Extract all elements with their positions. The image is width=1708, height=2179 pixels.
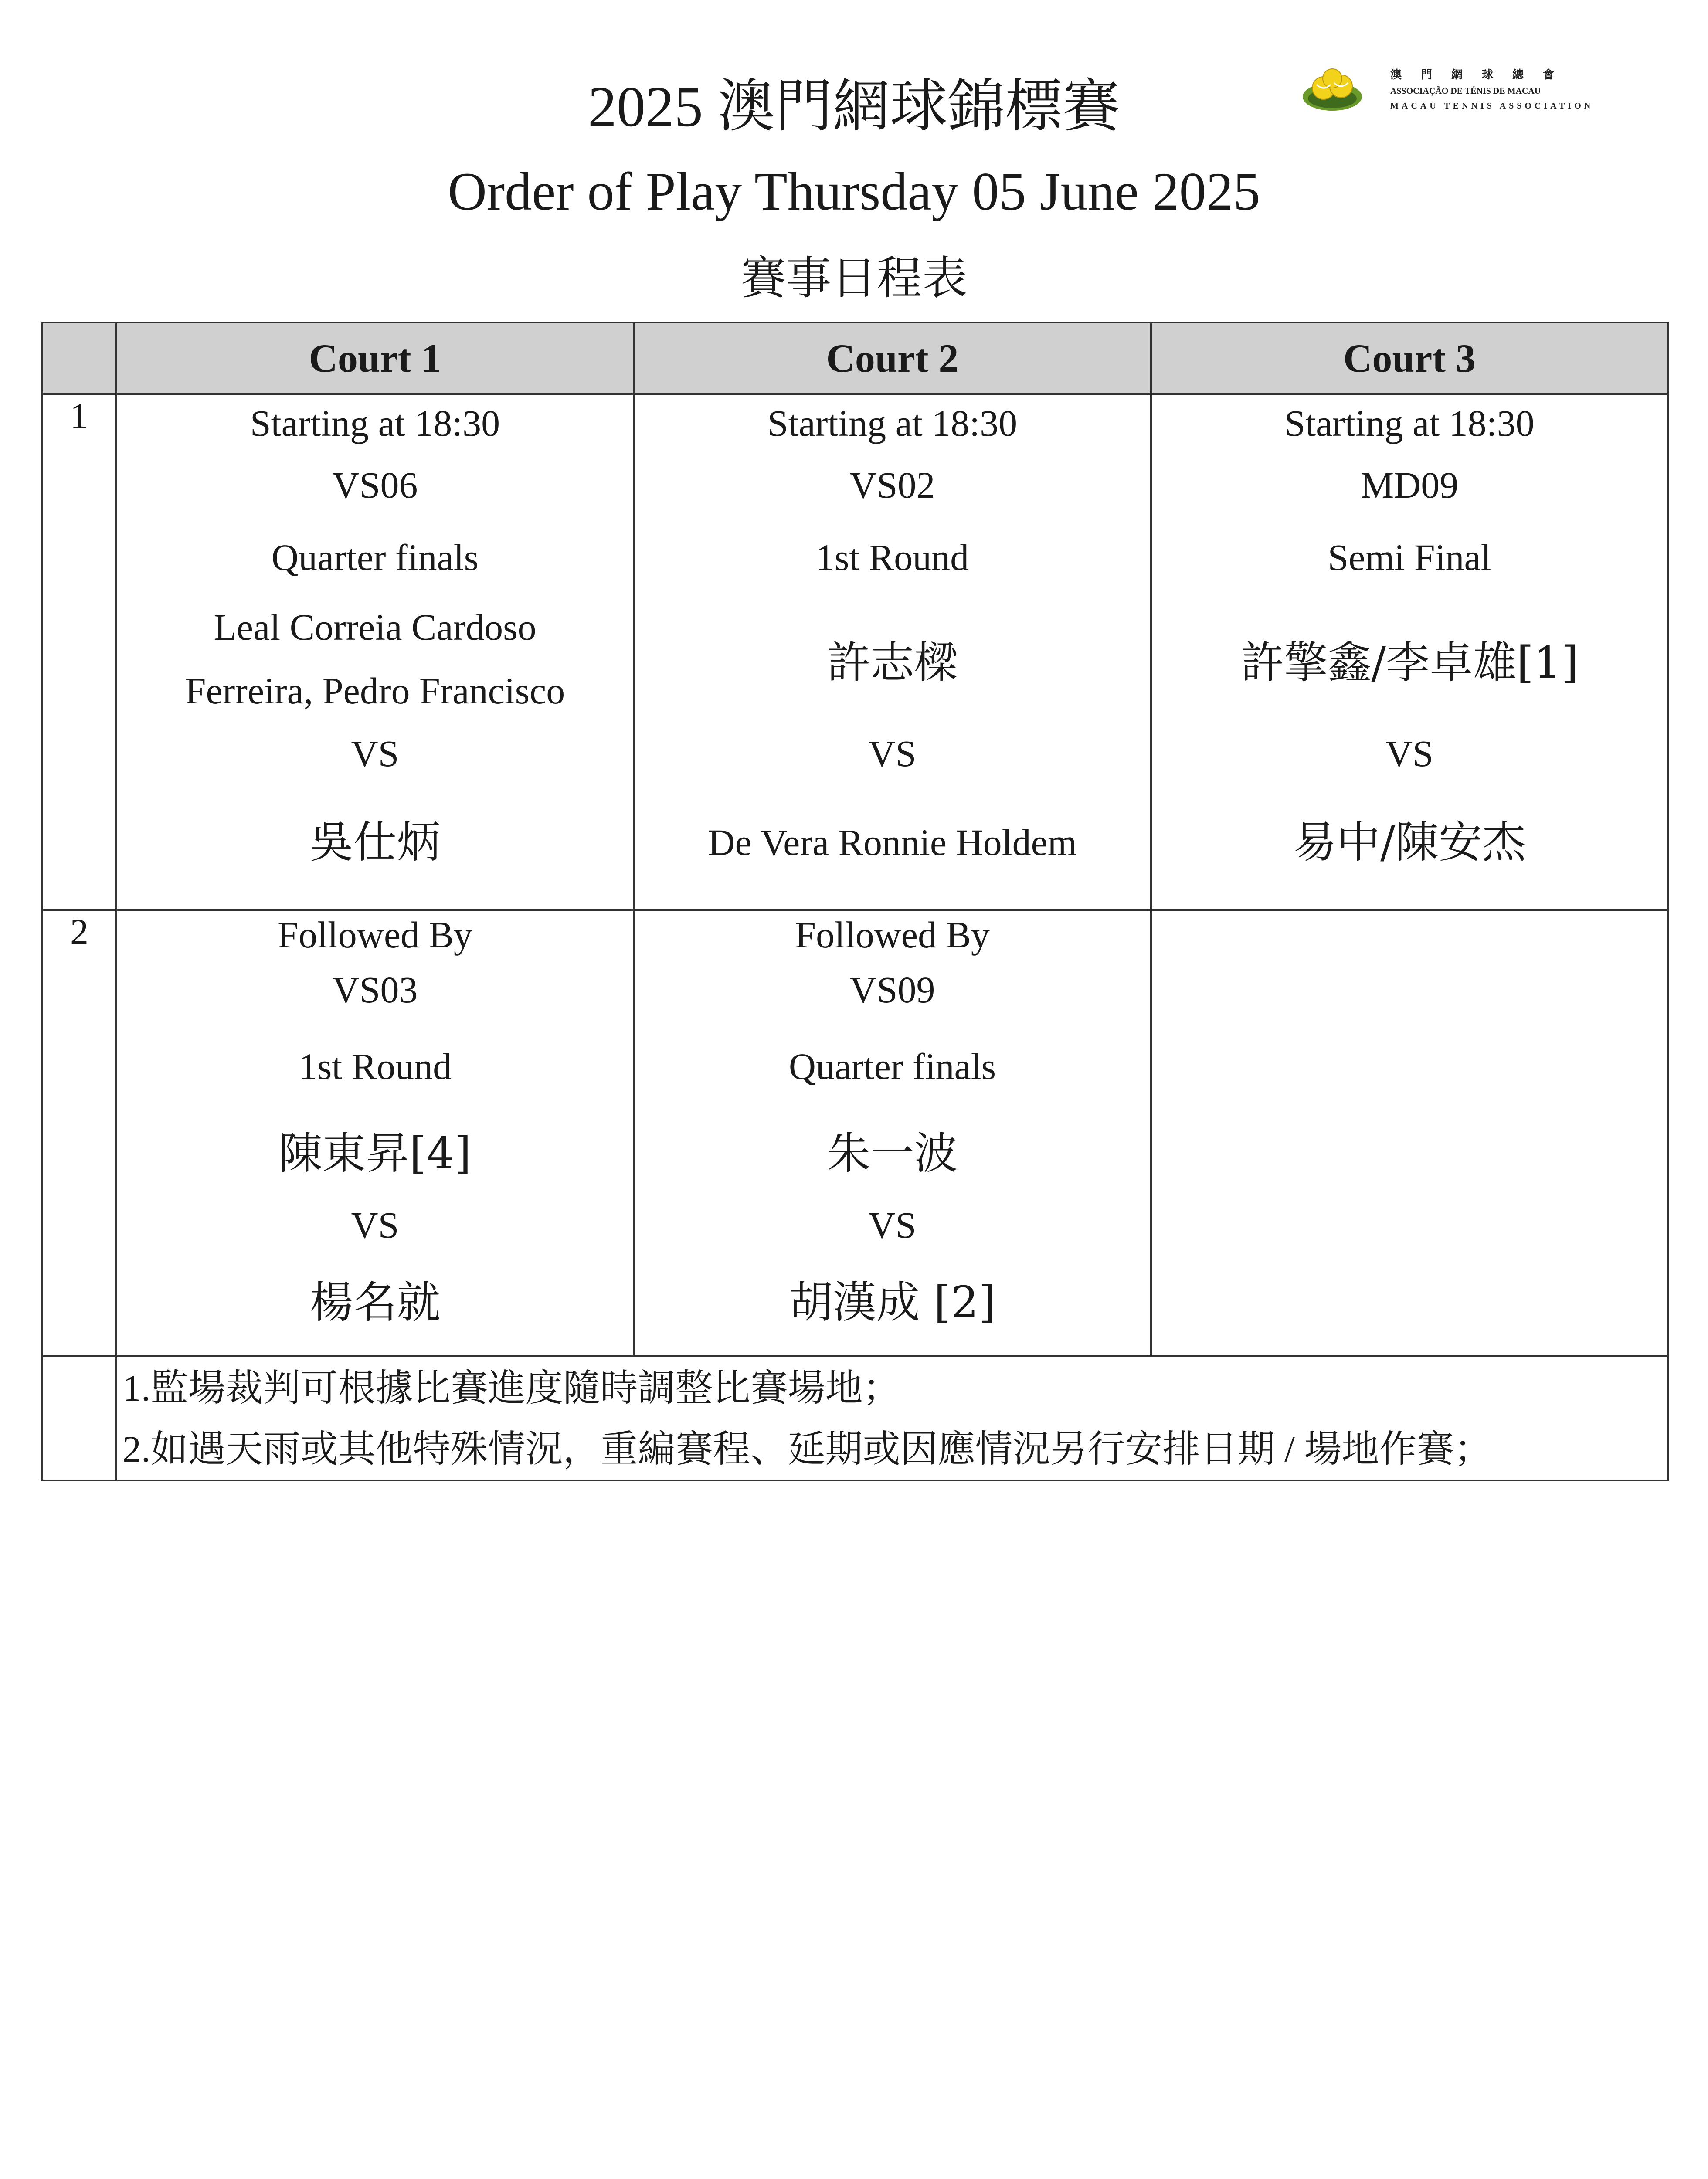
match-code: VS06 bbox=[332, 464, 418, 506]
player1: 朱一波 bbox=[827, 1128, 958, 1179]
match-round: Semi Final bbox=[1328, 536, 1491, 578]
logo-name-portuguese: ASSOCIAÇÃO DE TÉNIS DE MACAU bbox=[1390, 86, 1541, 96]
court-1-header: Court 1 bbox=[116, 322, 634, 394]
notes-blank-cell bbox=[42, 1356, 116, 1480]
match-code: MD09 bbox=[1360, 464, 1459, 506]
note-1: 1.監場裁判可根據比賽進度隨時調整比賽場地； bbox=[122, 1367, 900, 1409]
note-2: 2.如遇天雨或其他特殊情況，重編賽程、延期或因應情況另行安排日期 / 場地作賽； bbox=[122, 1428, 1492, 1470]
row-number: 2 bbox=[42, 910, 116, 1356]
match-time: Starting at 18:30 bbox=[767, 402, 1018, 444]
player2: 易中/陳安杰 bbox=[1293, 817, 1526, 868]
order-of-play-date: Order of Play Thursday 05 June 2025 bbox=[448, 162, 1260, 221]
match-round: 1st Round bbox=[298, 1045, 452, 1087]
vs-label: VS bbox=[351, 1204, 399, 1246]
notes-cell bbox=[116, 1356, 1668, 1480]
match-code: VS02 bbox=[849, 464, 935, 506]
association-logo bbox=[1301, 65, 1615, 118]
match-time: Followed By bbox=[795, 914, 990, 956]
table-row bbox=[42, 910, 1668, 1356]
vs-label: VS bbox=[868, 1204, 917, 1246]
match-time: Starting at 18:30 bbox=[250, 402, 500, 444]
match-cell bbox=[1151, 394, 1668, 910]
player1-line1: Leal Correia Cardoso bbox=[214, 606, 537, 648]
player2: 胡漢成 [2] bbox=[789, 1277, 996, 1328]
court-3-header: Court 3 bbox=[1151, 322, 1668, 394]
match-round: 1st Round bbox=[815, 536, 969, 578]
player2: 吳仕炳 bbox=[309, 817, 441, 868]
match-code: VS09 bbox=[849, 969, 935, 1011]
empty-match-cell bbox=[1151, 910, 1668, 1356]
vs-label: VS bbox=[1385, 733, 1433, 774]
table-row bbox=[42, 394, 1668, 910]
row-number: 1 bbox=[42, 394, 116, 910]
schedule-heading: 賽事日程表 bbox=[740, 254, 968, 304]
player1: 許擎鑫/李卓雄[1] bbox=[1240, 637, 1579, 688]
tournament-title: 2025 澳門網球錦標賽 bbox=[588, 75, 1120, 139]
match-cell bbox=[116, 394, 634, 910]
player2: 楊名就 bbox=[309, 1277, 441, 1328]
player2: De Vera Ronnie Holdem bbox=[708, 821, 1077, 863]
player1: 陳東昇[4] bbox=[278, 1128, 472, 1179]
player1-line2: Ferreira, Pedro Francisco bbox=[185, 670, 565, 712]
logo-name-chinese: 澳門網球總會 bbox=[1390, 68, 1574, 81]
match-code: VS03 bbox=[332, 969, 418, 1011]
match-cell bbox=[116, 910, 634, 1356]
notes-row bbox=[42, 1356, 1668, 1480]
match-round: Quarter finals bbox=[788, 1045, 996, 1087]
match-time: Starting at 18:30 bbox=[1284, 402, 1535, 444]
court-2-header: Court 2 bbox=[634, 322, 1151, 394]
match-cell bbox=[634, 394, 1151, 910]
order-of-play-table bbox=[41, 322, 1669, 1481]
logo-name-english: MACAU TENNIS ASSOCIATION bbox=[1390, 101, 1594, 111]
tennis-balls-logo-icon bbox=[1301, 65, 1366, 113]
table-header-row bbox=[42, 322, 1668, 394]
match-time: Followed By bbox=[278, 914, 472, 956]
vs-label: VS bbox=[351, 733, 399, 774]
match-cell bbox=[634, 910, 1151, 1356]
header-corner-cell bbox=[42, 322, 116, 394]
player1: 許志樑 bbox=[827, 637, 958, 688]
vs-label: VS bbox=[868, 733, 917, 774]
match-round: Quarter finals bbox=[271, 536, 479, 578]
